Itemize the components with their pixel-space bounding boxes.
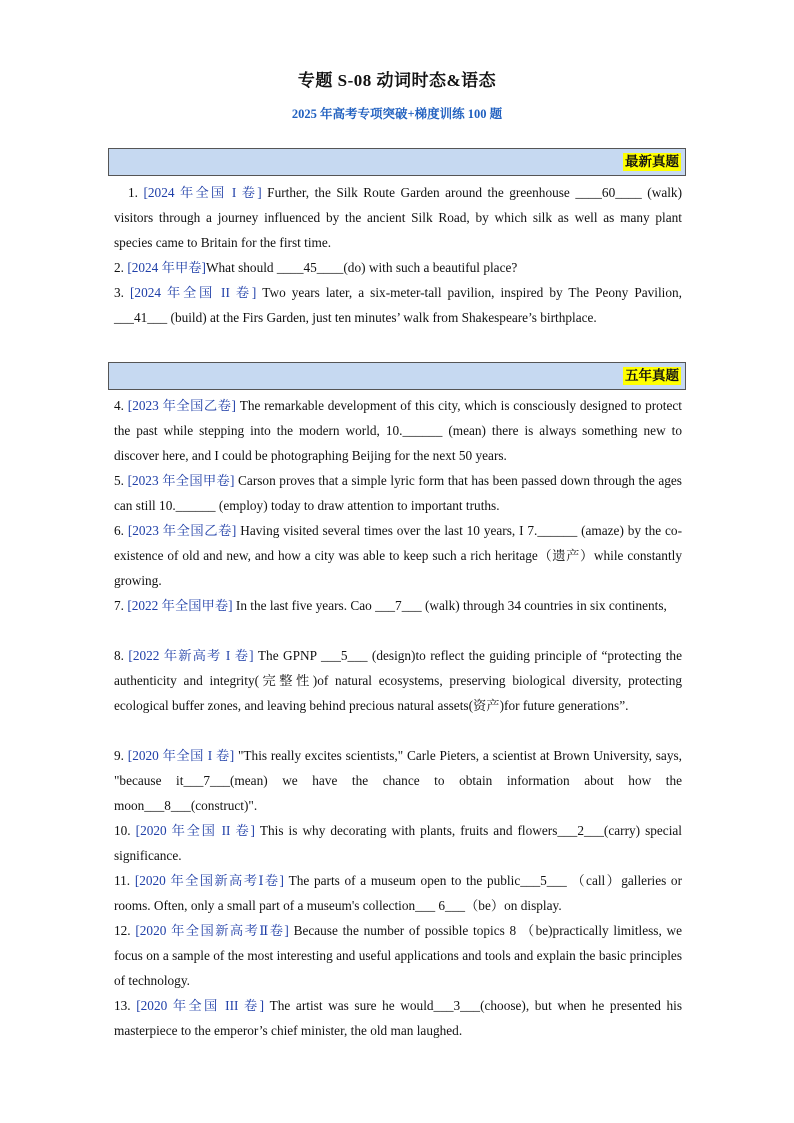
section-header-five-year [108, 362, 686, 390]
question-source: [2024 年甲卷] [127, 260, 206, 275]
question-item: 2. [2024 年甲卷]What should ____45____(do) with such a beautiful place? [114, 260, 518, 275]
question-source: [2024 年全国 II 卷] [130, 285, 257, 300]
question-item: 6. [2023 年全国乙卷] Having visited several times over the last 10 years, I 7.______ (amaze) by the co-existence of old and new, and how a city was able to keep such a rich heritage（遗产）while constantly growing. [114, 523, 682, 588]
section-label: 五年真题 [625, 368, 679, 383]
question-source: [2020 年全国 III 卷] [136, 998, 265, 1013]
question-item: 13. [2020 年全国 III 卷] The artist was sure he would___3___(choose), but when he presented his masterpiece to the emperor’s chief minister, the old man laughed. [114, 998, 682, 1038]
question-item: 12. [2020 年全国新高考Ⅱ卷] Because the number of possible topics 8 （be)practically limitless, we focus on a sample of the most interesting and useful applications and tools and explain the basic principles of technology. [114, 923, 683, 988]
section-label: 最新真题 [625, 154, 679, 169]
question-item: 9. [2020 年全国 I 卷] "This really excites scientists," Carle Pieters, a scientist at Brown University, says, "because it___7___(mean) we have the chance to obtain information about how the moon___8___(construct)". [114, 748, 682, 813]
question-item: 5. [2023 年全国甲卷] Carson proves that a simple lyric form that has been passed down through the ages can still 10.______ (employ) today to draw attention to important truths. [114, 473, 682, 513]
question-source: [2020 年全国 II 卷] [135, 823, 255, 838]
question-source: [2023 年全国甲卷] [127, 473, 235, 488]
question-source: [2023 年全国乙卷] [127, 398, 236, 413]
question-source: [2022 年新高考 I 卷] [128, 648, 254, 663]
question-item: 8. [2022 年新高考 I 卷] The GPNP ___5___ (design)to reflect the guiding principle of “protecting the authenticity and integrity(完整性)of natural ecosystems, preserving biological diversity, protecting ecological buffer zones, and leaving behind precious natural assets(资产)for future generations”. [114, 648, 682, 713]
question-item: 7. [2022 年全国甲卷] In the last five years. Cao ___7___ (walk) through 34 countries in six continents, [114, 598, 667, 613]
section-header-latest [108, 148, 686, 176]
question-source: [2024 年全国 I 卷] [143, 185, 262, 200]
question-item: 11. [2020 年全国新高考Ⅰ卷] The parts of a museum open to the public___5___ （call）galleries or rooms. Often, only a small part of a museum's collection___ 6___（be）on display. [114, 873, 683, 913]
question-item: 3. [2024 年全国 II 卷] Two years later, a six-meter-tall pavilion, inspired by The Peony Pavilion, ___41___ (build) at the Firs Garden, just ten minutes’ walk from Shakespeare’s birthplace. [114, 285, 682, 325]
question-source: [2020 年全国 I 卷] [127, 748, 235, 763]
question-source: [2023 年全国乙卷] [127, 523, 237, 538]
question-source: [2020 年全国新高考Ⅱ卷] [135, 923, 289, 938]
question-item: 1. [2024 年全国 I 卷] Further, the Silk Route Garden around the greenhouse ____60____ (walk) visitors through a journey influenced by the ancient Silk Road, by which silk as well as many plant species came to Britain for the first time. [114, 185, 682, 250]
page-subtitle: 2025 年高考专项突破+梯度训练 100 题 [291, 107, 503, 121]
question-source: [2022 年全国甲卷] [127, 598, 233, 613]
question-item: 4. [2023 年全国乙卷] The remarkable development of this city, which is consciously designed to protect the past while stepping into the modern world, 10.______ (mean) there is always something new to discover here, and I could be photographing Beijing for the next 50 years. [114, 398, 683, 463]
question-source: [2020 年全国新高考Ⅰ卷] [134, 873, 284, 888]
question-item: 10. [2020 年全国 II 卷] This is why decorating with plants, fruits and flowers___2___(carry) special significance. [114, 823, 683, 863]
page-title: 专题 S-08 动词时态&语态 [297, 71, 497, 90]
